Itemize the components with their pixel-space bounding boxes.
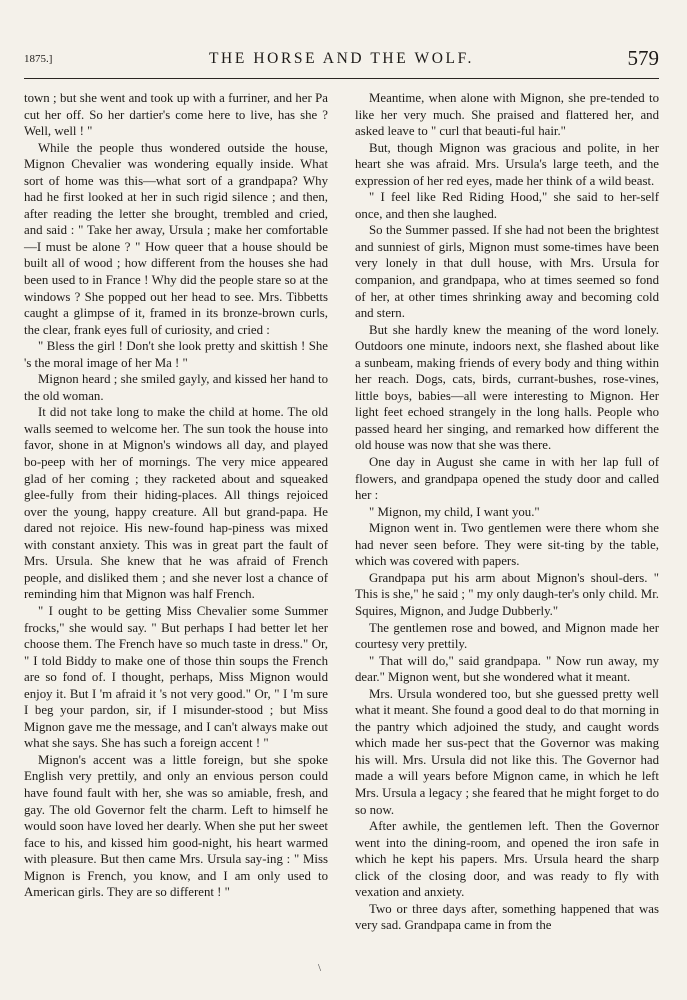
- paragraph: Mrs. Ursula wondered too, but she guessed pretty well what it meant. She found a good deal to do that morning in the pantry which adjoined the study, and caught words which made her sus-pect that the Governor was making his will. Mrs. Ursula did not like this. The Governor had made a will years before Mignon came, in which he left Mrs. Ursula a legacy ; she feared that he might forget to do so now.: [355, 686, 659, 817]
- paragraph: So the Summer passed. If she had not been the brightest and sunniest of girls, Mignon must some-times have been very lonely in that dull house, with Mrs. Ursula for companion, and grandpapa, who at times seemed so fond of her, at other times shrinking away and becoming cold and stern.: [355, 223, 659, 321]
- paragraph: " I feel like Red Riding Hood," she said to her-self once, and then she laughed.: [355, 190, 659, 221]
- paragraph: Mignon's accent was a little foreign, but she spoke English very prettily, and only an envious person could have found fault with her, she was so amiable, fresh, and gay. The old Governor felt the charm. Left to himself he would soon have loved her dearly. When she put her sweet face to his, and kissed him good-night, his heart warmed with pleasure. But then came Mrs. Ursula say-ing : " Miss Mignon is French, you know, and I am only used to American girls. They are so different ! ": [24, 752, 328, 900]
- paragraph: " I ought to be getting Miss Chevalier some Summer frocks," she would say. " But perhaps I had better let her choose them. The French have so much taste in dress." Or, " I told Biddy to make one of those thin soups the French are so fond of. I thought, perhaps, Miss Mignon would enjoy it. But I 'm afraid it 's not very good." Or, " I 'm sure I beg your pardon, sir, if I misunder-stood ; but Miss Mignon gave me the message, and I can't always make out what she says. She has such a foreign accent ! ": [24, 603, 328, 751]
- paragraph: While the people thus wondered outside the house, Mignon Chevalier was wondering equally inside. What sort of home was this—what sort of a grandpapa? Why had he first looked at her in such rigid silence ; and then, after reading the letter she brought, trembled and cried, and said : " Take her away, Ursula ; make her comfortable —I must be alone ? " How queer that a house should be built all of wood ; how different from the houses she had been used to in France ! Why did the people stare so at the windows ? She popped out her head to see. Mrs. Tibbetts caught a glimpse of it, framed in its bronze-brown curls, the clear, frank eyes full of curiosity, and cried :: [24, 140, 328, 337]
- paragraph: Meantime, when alone with Mignon, she pre-tended to like her very much. She praised and flattered her, and asked leave to " curl that beauti-ful hair.": [355, 91, 659, 139]
- right-column: [355, 90, 659, 934]
- paragraph: Two or three days after, something happened that was very sad. Grandpapa came in from the: [355, 901, 659, 933]
- paragraph: Mignon heard ; she smiled gayly, and kissed her hand to the old woman.: [24, 372, 328, 403]
- header-year: 1875.]: [24, 53, 53, 65]
- page-number: 579: [627, 46, 659, 70]
- paragraph: " That will do," said grandpapa. " Now run away, my dear." Mignon went, but she wondered what it meant.: [355, 653, 659, 685]
- paragraph: The gentlemen rose and bowed, and Mignon made her courtesy very prettily.: [355, 620, 659, 652]
- paragraph: After awhile, the gentlemen left. Then the Governor went into the dining-room, and opened the iron safe in which he kept his papers. Mrs. Ursula heard the sharp click of the closing door, and was ready to fly with vexation and anxiety.: [355, 819, 659, 900]
- text-columns: [24, 90, 659, 934]
- left-column: [24, 90, 328, 934]
- paragraph: But, though Mignon was gracious and polite, in her heart she was afraid. Mrs. Ursula's large teeth, and the expression of her red eyes, made her think of a wild beast.: [355, 140, 659, 188]
- footer-mark: \: [318, 962, 322, 974]
- paragraph: It did not take long to make the child at home. The old walls seemed to welcome her. The sun took the house into favor, shone in at Mignon's windows all day, and played bo-peep with her of mornings. The very mice appeared glad of her coming ; they racketed about and squeaked glee-fully from their hiding-places. All things rejoiced over the young, happy creature. All but grand-papa. He dared not rejoice. His new-found hap-piness was mixed with constant anxiety. This was in great part the fault of Mrs. Ursula. She knew that he was afraid of French people, and disliked them ; and she never lost a chance of reminding him that Mignon was half French.: [24, 405, 328, 602]
- header-title: THE HORSE AND THE WOLF.: [208, 50, 475, 67]
- paragraph: One day in August she came in with her lap full of flowers, and grandpapa opened the study door and called her :: [355, 455, 659, 503]
- paragraph: " Mignon, my child, I want you.": [369, 504, 540, 519]
- paragraph: But she hardly knew the meaning of the word lonely. Outdoors one minute, indoors next, she flashed about like a sunbeam, making friends of every body and thing within her reach. Dogs, cats, birds, currant-bushes, rose-vines, little boys, babies—all were interesting to Mignon. Her light feet echoed strangely in the long halls. People who passed heard her singing, and remarked how different the old house was now that she was there.: [355, 322, 659, 453]
- header-rule: [24, 78, 659, 79]
- running-header: [24, 40, 659, 70]
- paragraph: town ; but she went and took up with a furriner, and her Pa cut her off. So her dartier's come here to live, has she ? Well, well ! ": [24, 91, 328, 139]
- paragraph: " Bless the girl ! Don't she look pretty and skittish ! She 's the moral image of her Ma ! ": [24, 339, 328, 370]
- paragraph: Grandpapa put his arm about Mignon's shoul-ders. " This is she," he said ; " my only daugh-ter's only child. Mr. Squires, Mignon, and Judge Dubberly.": [355, 570, 659, 618]
- paragraph: Mignon went in. Two gentlemen were there whom she had never seen before. They were sit-ting by the table, which was covered with papers.: [355, 521, 659, 569]
